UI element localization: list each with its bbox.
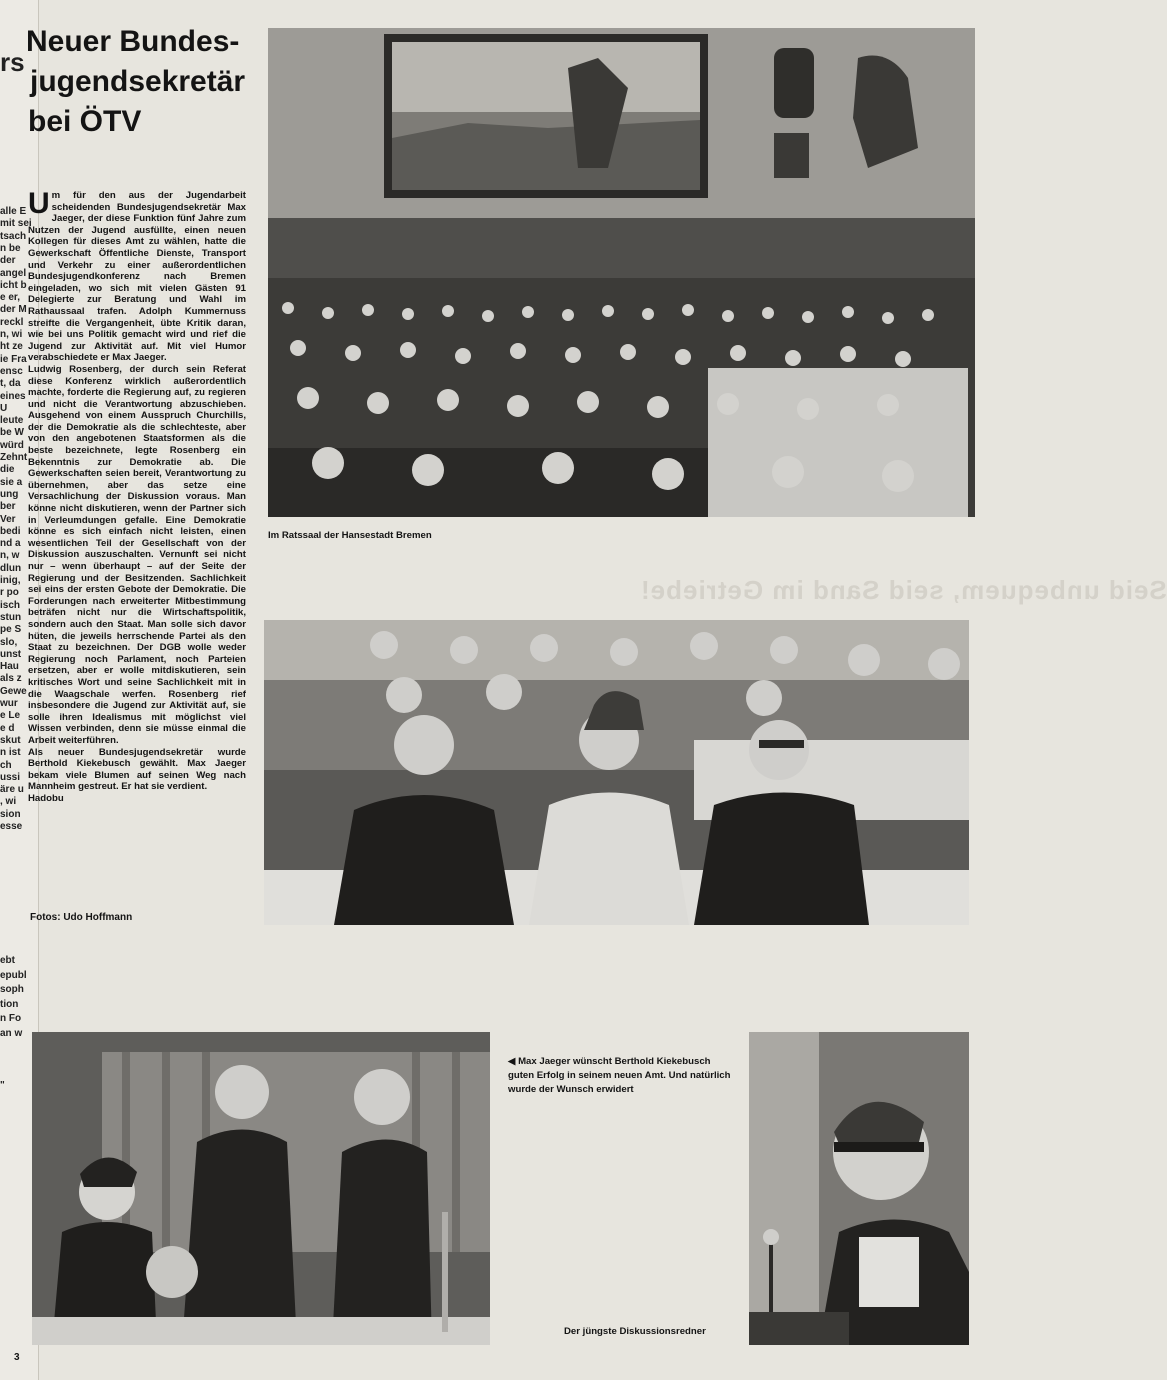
gutter-fragment: e er, <box>0 292 21 304</box>
gutter-fragment: pe S <box>0 624 22 636</box>
gutter-fragment: t, da <box>0 378 21 390</box>
caption-photo-3-line-1: Max Jaeger wünscht Berthold Kiekebusch guten Erfolg in seinem neuen Amt. <box>508 1056 711 1081</box>
gutter-fragment: , wi <box>0 796 17 808</box>
gutter-fragment: alle E <box>0 206 27 217</box>
gutter-fragment: e Le <box>0 710 21 722</box>
gutter-fragment: ung <box>0 488 19 500</box>
gutter-fragment: unst <box>0 648 22 660</box>
headline-line-2: jugendsekretär <box>30 65 246 98</box>
article-body <box>28 187 246 804</box>
gutter-fragment: äre u <box>0 784 24 796</box>
gutter-fragment: ie Fra <box>0 353 27 365</box>
gutter-fragment: angel <box>0 267 27 279</box>
caption-arrow-icon: ◀ <box>508 1056 516 1067</box>
gutter-fragment: slo, <box>0 636 18 648</box>
gutter-fragment: stun <box>0 611 22 623</box>
gutter-fragment: epubl <box>0 969 27 981</box>
article-paragraph-2: Ludwig Rosenberg, der durch sein Referat diese Konferenz wirklich außerordentlich machte, forderte die Regierung auf, zu regieren und nicht die Verantwortung abzuschieben. Ausgehend von einem Ausspruch Churchills, der die Demokratie als die schlechteste, aber von den angebotenen Staatsformen als die beste bezeichnete, legte Rosenberg ein Bekenntnis zur Demokratie ab. Die Gewerkschaften seien bereit, Verantwortung zu übernehmen, aber das setze eine Versachlichung der Diskussion voraus. Man könne nicht diskutieren, wenn der Partner sich in Verleumdungen gefalle. Eine Demokratie könne es sich einfach nicht leisten, einen wesentlichen Teil der Gesellschaft von der Diskussion auszuschalten. Vernunft sei nicht nur – wenn überhaupt – auf der Seite der Regierung und der Besitzenden. Sachlichkeit sei eins der ersten Gebote der Demokratie. Die Forderungen nach erweiterter Mitbestimmung beträfen nicht nur die Wirtschaftspolitik, sondern auch den Staat. Man solle sich davor hüten, die jeweils herrschende Partei als den Staat zu bezeichnen. Der DGB wolle weder Regierung noch Parlament, noch Parteien ersetzen, aber er wolle mitdiskutieren, sein kritisches Wort und seine Sachlichkeit mit in die Waagschale werfen. Rosenberg rief insbesondere die Jugend zur Aktivität auf, sie solle ihren Idealismus mit möglichst viel Wissen verbinden, denn sie müsse einmal die Arbeit weiterführen. <box>28 363 246 746</box>
gutter-fragment: Gewe <box>0 685 27 697</box>
gutter-fragment: skut <box>0 734 21 746</box>
gutter-fragment: der <box>0 255 16 267</box>
gutter-fragment: ch <box>0 759 12 771</box>
caption-photo-1: Im Ratssaal der Hansestadt Bremen <box>268 530 432 541</box>
gutter-fragment: ber <box>0 501 16 513</box>
gutter-fragment: isch <box>0 599 21 611</box>
gutter-fragment: leute <box>0 415 24 427</box>
headline-line-3: bei ÖTV <box>28 105 142 138</box>
caption-photo-3-line-2: Und natürlich wurde der Wunsch erwidert <box>508 1070 731 1095</box>
gutter-fragment: inig, <box>0 575 21 586</box>
gutter-fragment: " <box>0 1080 5 1091</box>
article-headline <box>0 22 262 142</box>
gutter-fragment: U <box>0 402 8 414</box>
gutter-fragment: tsach <box>0 230 27 242</box>
article-paragraph-1: m für den aus der Jugendarbeit scheidenden Bundesjugendsekretär Max Jaeger, der diese Funktion fünf Jahre zum Nutzen der Jugend ausfüllte, einen neuen Kollegen für dieses Amt zu wählen, hatte die Gewerkschaft Öffentliche Dienste, Transport und Verkehr zu einer außerordentlichen Bundesjugendkonferenz nach Bremen eingeladen, wo sich mit vielen Gästen 91 Delegierte zur Beratung und Wahl im Rathaussaal trafen. Adolph Kummernuss streifte die Vergangenheit, übte Kritik daran, wie bei uns Politik gemacht wird und rief die Jugend zur Aktivität auf. Mit viel Humor verabschiedete er Max Jaeger. <box>28 190 246 364</box>
gutter-fragment: nd a <box>0 538 21 550</box>
gutter-fragment: an w <box>0 1027 23 1039</box>
gutter-fragment: ht ze <box>0 341 23 353</box>
gutter-fragment: die <box>0 464 15 476</box>
gutter-fragment: sie a <box>0 476 23 488</box>
gutter-fragment: mit sei <box>0 218 32 230</box>
caption-photo-4: Der jüngste Diskussionsredner <box>564 1326 706 1337</box>
gutter-fragment: ensc <box>0 365 23 377</box>
caption-photo-3 <box>508 1055 733 1097</box>
gutter-fragment: dlun <box>0 562 22 574</box>
gutter-fragment: n, w <box>0 550 20 562</box>
gutter-fragment: ussi <box>0 771 21 783</box>
photo-credit: Fotos: Udo Hoffmann <box>30 912 133 923</box>
gutter-fragment: n ist <box>0 747 21 759</box>
gutter-headline-fragment: rs <box>0 47 25 77</box>
page-number: 3 <box>14 1352 20 1363</box>
show-through-text: Seid unbequem, seid Sand im Getriebe! <box>640 575 1167 605</box>
gutter-fragment: soph <box>0 984 24 995</box>
gutter-fragment: n be <box>0 242 21 254</box>
gutter-fragment: tion <box>0 998 19 1010</box>
gutter-fragment: der M <box>0 304 27 316</box>
gutter-fragment: ebt <box>0 955 15 966</box>
drop-cap: U <box>28 187 50 220</box>
photo-delegates <box>264 620 969 925</box>
gutter-fragment: e d <box>0 722 15 734</box>
gutter-fragment: icht b <box>0 279 27 291</box>
gutter-fragment: Zehnt <box>0 452 28 463</box>
gutter-fragment: reckl <box>0 316 24 328</box>
photo-congratulation <box>32 1032 490 1345</box>
headline-line-1: Neuer Bundes- <box>26 25 240 58</box>
gutter-fragment: als z <box>0 673 22 685</box>
photo-council-hall <box>268 28 975 517</box>
gutter-fragment: esse <box>0 821 23 832</box>
gutter-fragment: eines <box>0 390 26 402</box>
gutter-fragment: n Fo <box>0 1013 22 1024</box>
article-paragraph-3: Als neuer Bundesjugendsekretär wurde Berthold Kiekebusch gewählt. Max Jaeger bekam viele Blumen auf seinen Weg nach Mannheim gestreut. Er hat sie verdient. <box>28 746 246 793</box>
gutter-fragment: sion <box>0 808 21 820</box>
gutter-fragment: wur <box>0 698 18 709</box>
gutter-fragment: Ver <box>0 513 16 525</box>
gutter-fragment: Hau <box>0 661 19 673</box>
gutter-fragment: be W <box>0 427 24 439</box>
photo-youngest-speaker <box>749 1032 969 1345</box>
gutter-fragment: n, wi <box>0 329 23 340</box>
gutter-fragment: bedi <box>0 525 21 537</box>
gutter-fragment: würd <box>0 439 24 451</box>
gutter-fragment: r po <box>0 587 19 599</box>
article-author: Hadobu <box>28 792 64 804</box>
